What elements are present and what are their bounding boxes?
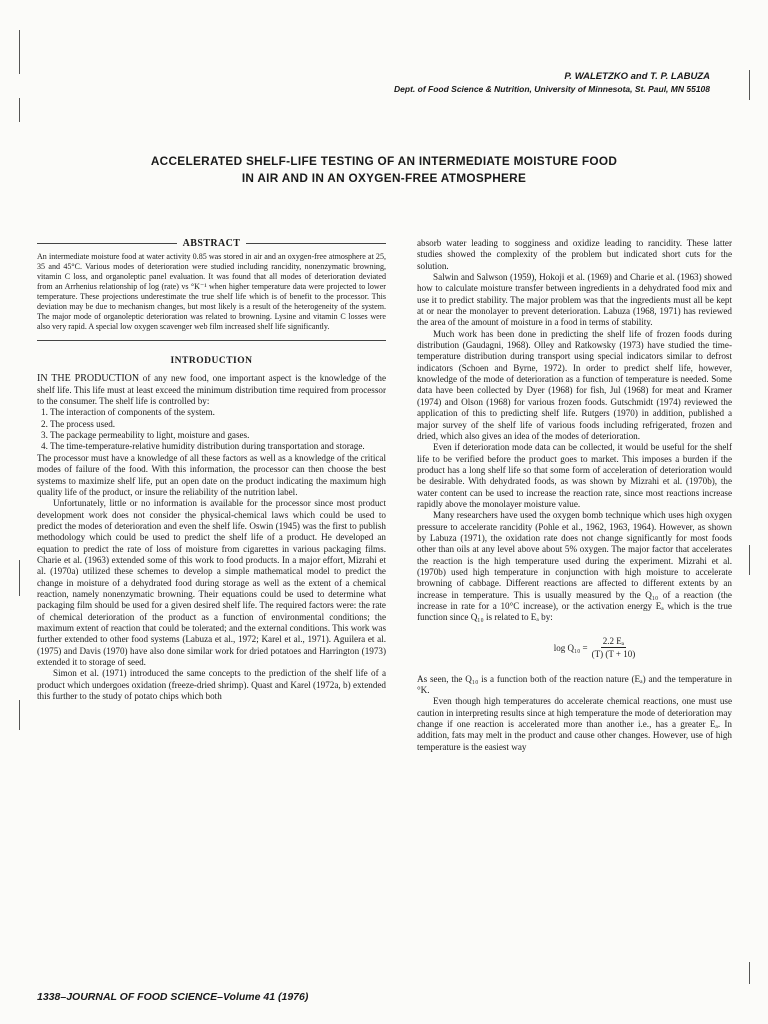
abstract-rule-left [37, 243, 177, 244]
q10-equation [457, 630, 732, 666]
abstract-rule-right [246, 243, 386, 244]
abstract-heading [37, 238, 386, 249]
left-column [37, 238, 386, 702]
intro-paragraph-4: Simon et al. (1971) introduced the same concepts to the prediction of the shelf life of a product which undergoes oxidation (freeze-dried shrimp). Quast and Karel (1972a, b) extended this further to the study of potato chips which both [37, 668, 386, 702]
abstract-heading-text: ABSTRACT [182, 238, 241, 249]
right-paragraph-4: Even if deterioration mode data can be collected, it would be useful for the shelf life to be verified before the product goes to market. This imposes a burden if the product has a long shelf life so that some form of acceleration of deterioration would be desirable. With dehydrated foods, as was shown by Mizrahi et al. (1970b), the water content can be used to increase the reaction rate, since most reactions increase rapidly above the monolayer moisture value. [417, 442, 732, 509]
right-paragraph-2: Salwin and Salwson (1959), Hokoji et al. (1969) and Charie et al. (1963) showed how to calculate moisture transfer between ingredients in a dehydrated food mix and use it to predict stability. The major problem was that the ingredients must all be kept at or near the monolayer to prevent deterioration. Labuza (1968, 1971) has reviewed the area of the amount of moisture in a food in terms of stability. [417, 272, 732, 328]
journal-footer: 1338–JOURNAL OF FOOD SCIENCE–Volume 41 (1976) [37, 991, 309, 1003]
margin-mark [749, 70, 750, 100]
abstract-separator [37, 340, 386, 341]
shelf-life-factor-list [37, 407, 386, 452]
abstract-text: An intermediate moisture food at water activity 0.85 was stored in air and an oxygen-free atmosphere at 25, 35 and 45°C. Various modes of deterioration were studied including rancidity, nonenzymatic browning, vitamin C loss, and organoleptic panel evaluation. It was found that all modes of deterioration deviated from an Arrhenius relationship of log (rate) vs °K⁻¹ when higher temperature data were projected to lower temperature. These projections underestimate the true shelf life which is of benefit to the processor. This deviation may be due to mechanism changes, but most likely is a result of the heterogeneity of the system. The major mode of organoleptic deterioration was related to browning. Lysine and vitamin C losses were also very rapid. A special low oxygen scavenger web film increased shelf life significantly. [37, 252, 386, 331]
margin-mark [19, 700, 20, 730]
margin-mark [19, 30, 20, 74]
intro-paragraph-1-text: of any new food, one important aspect is the knowledge of the shelf life. This life must at least exceed the minimum distribution time required from processor to the consumer. The shelf life is controlled by: [37, 373, 386, 407]
list-item: 2. The process used. [41, 418, 116, 429]
introduction-heading: INTRODUCTION [170, 356, 253, 367]
equation-lhs: log Q₁₀ = [553, 642, 588, 653]
author-line: P. WALETZKO and T. P. LABUZA [564, 71, 710, 82]
intro-paragraph-2: The processor must have a knowledge of all these factors as well as a knowledge of the critical modes of failure of the food. With this information, the processor can then choose the best systems to maximize shelf life, put an open date on the product indicating the maximum high quality life of the product, or insure the reliability of the nutrition label. [37, 452, 386, 497]
margin-mark [749, 545, 750, 575]
list-item: 3. The package permeability to light, moisture and gases. [41, 430, 250, 441]
list-item: 1. The interaction of components of the system. [41, 407, 215, 418]
intro-paragraph-1 [37, 373, 386, 407]
list-item: 4. The time-temperature-relative humidity distribution during transportation and storage. [41, 441, 365, 452]
right-paragraph-1: absorb water leading to sogginess and oxidize leading to rancidity. These latter studies showed the complexity of the problem but indicated short cuts for the solution. [417, 238, 732, 271]
margin-mark [19, 98, 20, 122]
equation-numerator: 2.2 Eₐ [602, 636, 625, 647]
intro-lead-in: IN THE PRODUCTION [37, 373, 140, 385]
intro-paragraph-3: Unfortunately, little or no information is available for the processor since most product development work does not consider the physical-chemical laws which could be used to predict the modes of deterioration and even the shelf life. Oswin (1945) was the first to publish methodology which could be used to predict the shelf life of a product. He developed an equation to predict the rate of loss of moisture from cigarettes in various packaging films. Charie et al. (1963) extended some of this work to food products. In a major effort, Mizrahi et al. (1970a) utilized these schemes to develop a simple mathematical model to predict the change in moisture of a dehydrated food during storage as well as the extent of a chemical reaction, namely nonenzymatic browning. Their equations could be used to determine what packaging film should be used for a given desired shelf life. The required factors were: the rate of chemical deterioration of the product as a function of environmental conditions; the maximum extent of reaction that could be tolerated; and the external conditions. This work was further extended to other food systems (Labuza et al., 1972; Karel et al., 1971). Aguilera et al. (1975) and Davis (1970) have also done similar work for dried potatoes and Harrington (1973) extended it to storage of seed. [37, 498, 386, 668]
paper-title [70, 153, 698, 187]
title-line-2: IN AIR AND IN AN OXYGEN-FREE ATMOSPHERE [241, 171, 527, 185]
margin-mark [749, 962, 750, 984]
right-paragraph-5: Many researchers have used the oxygen bomb technique which uses high oxygen pressure to accelerate rancidity (Pohle et al., 1962, 1963, 1964). However, as shown by Labuza (1971), the oxidation rate does not change significantly for most foods other than oils at any level above about 5% oxygen. The major factor that accelerates the reaction is the high temperature used during the experiment. Mizrahi et al. (1970b) used high temperature in conjunction with high moisture to accelerate browning of cabbage. Different reactions are affected to different extents by an increase in temperature. This is usually measured by the Q₁₀ of a reaction (the increase in rate for a 10°C increase), or the activation energy Eₐ which is the true function since Q₁₀ is related to Eₐ by: [417, 510, 732, 623]
right-column [417, 238, 732, 753]
right-paragraph-6: As seen, the Q₁₀ is a function both of the reaction nature (Eₐ) and the temperature in °K. [417, 673, 732, 696]
right-paragraph-7: Even though high temperatures do accelerate chemical reactions, one must use caution in interpreting results since at high temperature the mode of deterioration may change if one reaction is accelerated more than another i.e., has a greater Eₐ. In addition, fats may melt in the product and cause other changes. However, use of high temperature is the easiest way [417, 696, 732, 752]
equation-denominator: (T) (T + 10) [591, 649, 636, 660]
margin-mark [19, 560, 20, 596]
affiliation-line: Dept. of Food Science & Nutrition, University of Minnesota, St. Paul, MN 55108 [394, 84, 710, 94]
right-paragraph-3: Much work has been done in predicting the shelf life of frozen foods during distribution (Gaudagni, 1968). Olley and Ratkowsky (1973) have studied the time-temperature distribution during transport using special indicators similar to defrost indicators (Schoen and Byrne, 1972). In order to predict shelf life, however, knowledge of the mode of deterioration as a function of temperature is needed. Some data have been collected by Dyer (1968) for fish, Jul (1968) for meat and Kramer (1974) and Olson (1968) for various frozen foods. Gutschmidt (1974) reviewed the application of this to predicting shelf life. Rutgers (1970) in addition, published a major survey of the shelf life of various foods including refrigerated, frozen and dried, which also gives an idea of the modes of deterioration. [417, 328, 732, 441]
title-line-1: ACCELERATED SHELF-LIFE TESTING OF AN INTERMEDIATE MOISTURE FOOD [150, 154, 618, 168]
equation-fraction [592, 636, 636, 659]
